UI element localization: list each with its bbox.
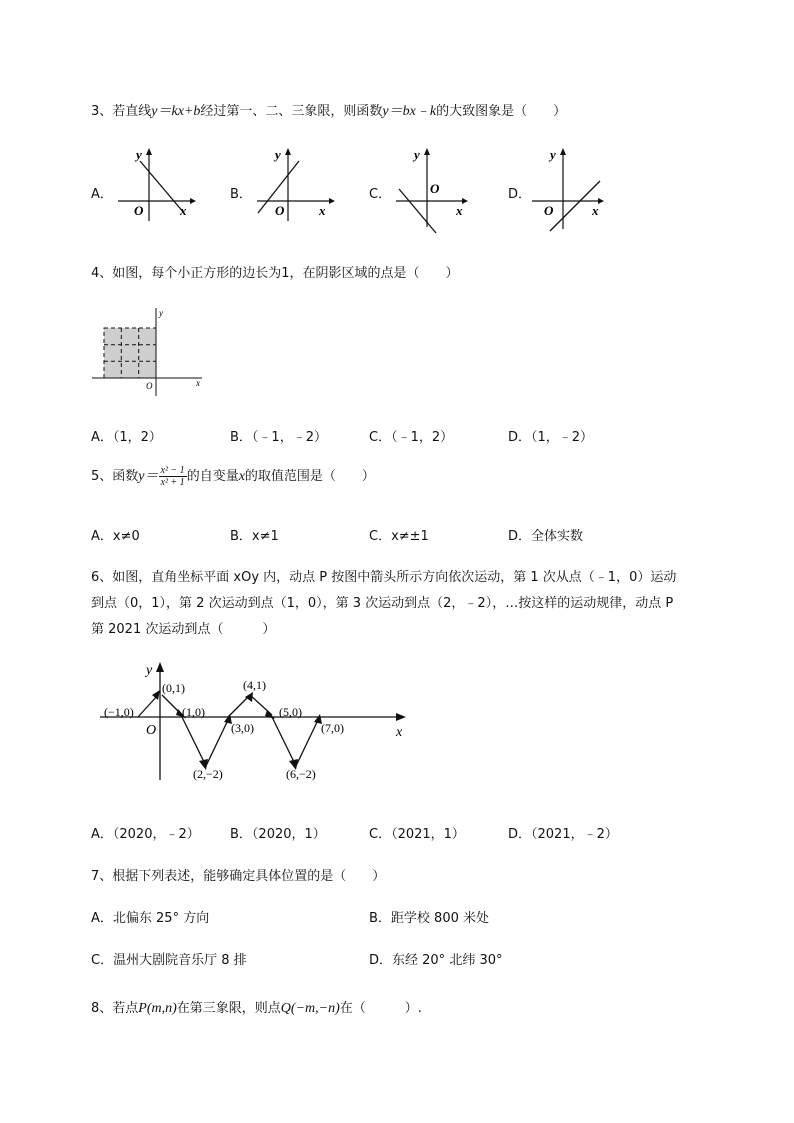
q3-a-x-label: x [180,203,187,218]
q6-point-neg1-0: (−1,0) [104,705,134,719]
q8-point-p: P(m,n) [138,1001,177,1016]
q5-text-1: 5、函数 [91,469,139,484]
q5-option-a: A．x≠0 [91,529,140,544]
q3-c-origin-label: O [430,181,440,196]
q4-option-a: A．（1，2） [91,430,162,445]
q8-stem [91,997,422,1017]
q5-option-d: D．全体实数 [508,529,584,544]
q5-numerator: x² − 1 [160,465,185,476]
q3-c-y-label: y [414,147,420,162]
q3-equation-1: y＝kx+b [151,104,201,119]
q4-stem: 4、如图，每个小正方形的边长为1，在阴影区域的点是（ ） [91,266,459,281]
q3-option-c-label: C． [369,187,392,202]
q4-x-label: x [196,378,200,388]
q6-point-6-neg2: (6,−2) [286,767,316,781]
q3-option-d-label: D． [508,187,532,202]
q4-option-d: D．（1，﹣2） [508,430,594,445]
q6-option-b: B．（2020，1） [230,827,326,842]
q4-y-label: y [159,308,163,318]
q3-d-x-label: x [592,203,599,218]
q3-graph-c [394,145,474,235]
q6-option-a: A．（2020，﹣2） [91,827,200,842]
q3-text-3: 的大致图象是（ ） [436,104,567,119]
q6-point-5-0: (5,0) [279,705,302,719]
q3-a-origin-label: O [134,203,144,218]
q6-point-3-0: (3,0) [231,721,254,735]
q3-graph-a [116,145,196,223]
q5-option-c: C．x≠±1 [369,529,429,544]
q6-stem-line-2: 到点（0，1），第 2 次运动到点（1，0），第 3 次运动到点（2，﹣2），…按这样的运动规律，动点 P [91,596,674,611]
q3-d-origin-label: O [544,203,554,218]
q6-point-2-neg2: (2,−2) [193,767,223,781]
q3-number: 3、 [91,104,113,119]
q6-stem-line-3: 第 2021 次运动到点（ ） [91,622,276,637]
q7-option-b: B．距学校 800 米处 [369,911,489,926]
q8-text-2: 在第三象限，则点 [176,1001,281,1016]
q5-stem [91,465,375,488]
q3-d-y-label: y [550,147,556,162]
q3-option-b-label: B． [230,187,252,202]
q6-x-label: x [396,725,403,740]
q7-option-c: C．温州大剧院音乐厅 8 排 [91,953,247,968]
q3-option-a-label: A． [91,187,113,202]
q7-option-a: A．北偏东 25° 方向 [91,911,210,926]
q6-option-c: C．（2021，1） [369,827,465,842]
q5-denominator: x² + 1 [160,477,185,488]
q3-b-x-label: x [319,203,326,218]
q4-grid-figure [92,306,210,396]
q6-point-1-0: (1,0) [182,705,205,719]
q6-y-label: y [146,663,153,678]
q4-option-c: C．（﹣1，2） [369,430,454,445]
q4-origin-label: O [146,381,153,391]
q3-c-x-label: x [456,203,463,218]
q6-point-7-0: (7,0) [321,721,344,735]
q8-text-3: 在（ ）. [339,1001,422,1016]
q3-text-1: 若直线 [112,104,152,119]
q5-variable-x: x [238,469,245,484]
q3-stem [91,100,566,120]
q7-stem: 7、根据下列表述，能够确定具体位置的是（ ） [91,869,386,884]
q5-text-2: 的自变量 [186,469,239,484]
q3-equation-2: y＝bx﹣k [382,104,437,119]
q6-point-0-1: (0,1) [162,681,185,695]
q5-y-equals: y＝ [138,469,159,484]
q3-b-y-label: y [275,147,281,162]
q6-origin-label: O [146,723,157,738]
q6-point-4-1: (4,1) [243,678,266,692]
q5-text-3: 的取值范围是（ ） [244,469,375,484]
q6-option-d: D．（2021，﹣2） [508,827,618,842]
q3-graph-b [255,145,335,223]
q8-point-q: Q(−m,−n) [280,1001,340,1016]
q3-graph-d [530,145,610,235]
q5-option-b: B．x≠1 [230,529,279,544]
q6-path-figure [100,660,420,788]
q7-option-d: D．东经 20° 北纬 30° [369,953,503,968]
q4-option-b: B．（﹣1，﹣2） [230,430,327,445]
q3-b-origin-label: O [275,203,285,218]
q3-text-2: 经过第一、二、三象限，则函数 [200,104,383,119]
q5-fraction [159,465,187,488]
q8-text-1: 8、若点 [91,1001,139,1016]
q6-stem-line-1: 6、如图，直角坐标平面 xOy 内，动点 P 按图中箭头所示方向依次运动，第 1 次从点（﹣1，0）运动 [91,570,677,585]
q3-a-y-label: y [136,147,142,162]
